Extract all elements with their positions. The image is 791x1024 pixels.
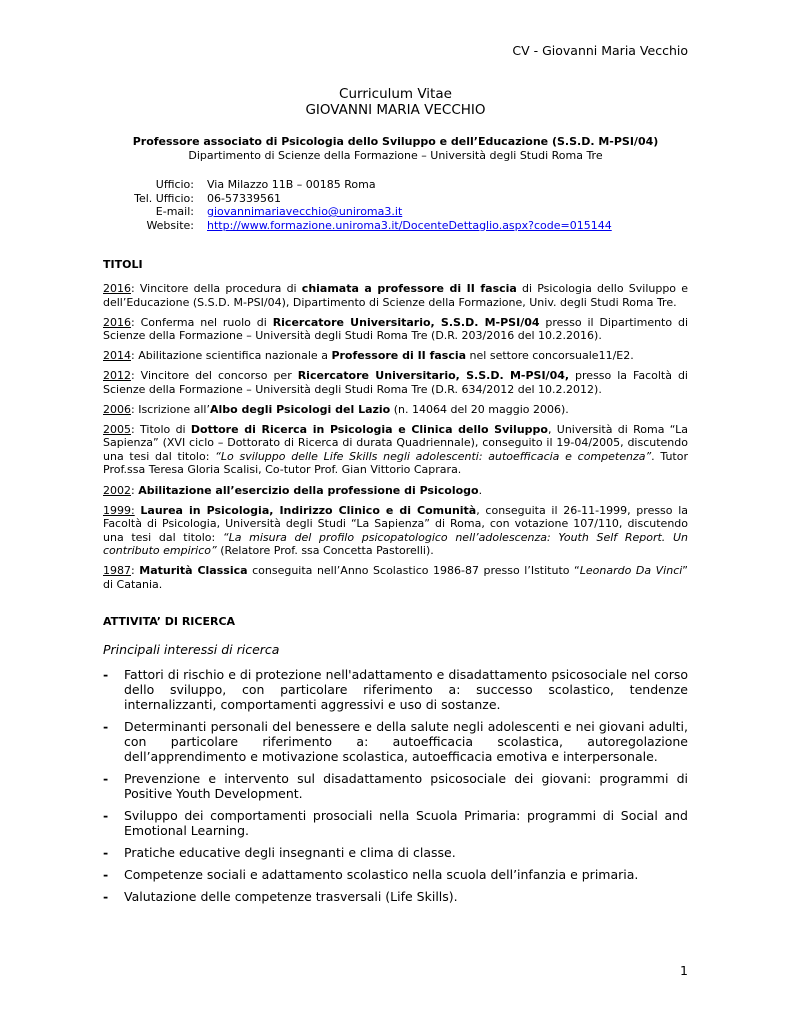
bullet-marker: - xyxy=(103,889,109,904)
research-interest-text: Determinanti personali del benessere e della salute negli adolescenti e nei giovani adulti, con particolare riferimento a: autoefficacia scolastica, autoregolazione dell’apprendimento e motivazione scolastica, autoefficacia emotiva e interpersonale. xyxy=(124,719,688,764)
contact-value: Via Milazzo 11B – 00185 Roma xyxy=(207,178,376,191)
contact-value: 06-57339561 xyxy=(207,191,281,205)
entry-year: 2014 xyxy=(103,349,131,363)
academic-role: Professore associato di Psicologia dello Sviluppo e dell’Educazione (S.S.D. M-PSI/04) xyxy=(132,135,659,148)
titoli-entry xyxy=(103,316,688,343)
research-subheading: Principali interessi di ricerca xyxy=(103,642,280,657)
research-interest-text: Pratiche educative degli insegnanti e clima di classe. xyxy=(124,845,456,860)
research-interest-text: Sviluppo dei comportamenti prosociali nella Scuola Primaria: programmi di Social and Emotional Learning. xyxy=(124,808,688,838)
contact-info xyxy=(100,178,612,232)
title-name: GIOVANNI MARIA VECCHIO xyxy=(305,102,486,118)
bullet-marker: - xyxy=(103,719,109,734)
contact-row-office xyxy=(100,178,612,192)
entry-highlight: Abilitazione all’esercizio della professione di Psicologo xyxy=(138,483,479,497)
research-interest-text: Valutazione delle competenze trasversali (Life Skills). xyxy=(124,889,458,904)
contact-row-website xyxy=(100,219,612,233)
research-interest-item xyxy=(103,808,688,838)
entry-text: presso il Dipartimento di Scienze della Formazione – Università degli Studi Roma Tre (D.R. 203/2016 del 10.2.2016). xyxy=(103,315,689,343)
research-interest-text: Prevenzione e intervento sul disadattamento psicosociale dei giovani: programmi di Positive Youth Development. xyxy=(124,771,688,801)
entry-year: 1987 xyxy=(103,564,131,578)
entry-highlight: Ricercatore Universitario, S.S.D. M-PSI/04, xyxy=(297,369,570,383)
entry-text: conseguita nell’Anno Scolastico 1986-87 presso l’Istituto “ xyxy=(247,564,580,578)
website-link[interactable]: http://www.formazione.uniroma3.it/DocenteDettaglio.aspx?code=015144 xyxy=(207,218,612,232)
titoli-entry xyxy=(103,369,688,396)
entry-italic-title: “La misura del profilo psicopatologico nell’adolescenza: Youth Self Report. Un contributo empirico” xyxy=(103,530,688,558)
contact-label: Ufficio: xyxy=(155,178,194,191)
email-link[interactable]: giovannimariavecchio@uniroma3.it xyxy=(207,205,403,218)
entry-highlight: Maturità Classica xyxy=(139,564,248,578)
research-interest-item xyxy=(103,889,688,904)
entry-highlight: Dottore di Ricerca in Psicologia e Clinica dello Sviluppo xyxy=(190,422,548,436)
department: Dipartimento di Scienze della Formazione – Università degli Studi Roma Tre xyxy=(188,149,603,162)
entry-text: : xyxy=(131,564,140,578)
contact-row-phone xyxy=(100,192,612,206)
bullet-marker: - xyxy=(103,771,109,786)
contact-label: E-mail: xyxy=(155,205,194,218)
entry-text: : Titolo di xyxy=(131,422,191,436)
titoli-list xyxy=(103,282,688,598)
entry-year: 1999: xyxy=(103,503,135,517)
entry-highlight: Professore di II fascia xyxy=(331,349,467,363)
titoli-entry xyxy=(103,423,688,477)
entry-text: (n. 14064 del 20 maggio 2006). xyxy=(390,402,569,416)
titoli-entry xyxy=(103,564,688,591)
entry-text: , Università di Roma “La Sapienza” (XVI ciclo – Dottorato di Ricerca di durata Quadriennale), conseguito il 19-04/2005, discutendo una tesi dal titolo: xyxy=(103,422,688,463)
entry-year: 2006 xyxy=(103,402,131,416)
title-line-1: Curriculum Vitae xyxy=(339,86,452,102)
entry-text: : Iscrizione all’ xyxy=(131,402,210,416)
bullet-marker: - xyxy=(103,667,109,682)
titoli-entry xyxy=(103,282,688,309)
document-title xyxy=(0,86,791,118)
entry-text: : xyxy=(131,483,139,497)
entry-text: , conseguita il 26-11-1999, presso la Facoltà di Psicologia, Università degli Studi “La Sapienza” di Roma, con votazione 107/110, discutendo una tesi dal titolo: xyxy=(103,503,689,544)
entry-highlight: chiamata a professore di II fascia xyxy=(301,282,517,295)
entry-text: (Relatore Prof. ssa Concetta Pastorelli). xyxy=(216,544,434,558)
section-heading-titoli: TITOLI xyxy=(103,258,143,271)
entry-italic-title: “Lo sviluppo delle Life Skills negli adolescenti: autoefficacia e competenza” xyxy=(215,449,652,463)
entry-text: : Vincitore del concorso per xyxy=(131,369,298,383)
entry-text: : Conferma nel ruolo di xyxy=(131,315,273,329)
contact-label: Tel. Ufficio: xyxy=(134,191,194,205)
bullet-marker: - xyxy=(103,867,109,882)
research-interest-item xyxy=(103,867,688,882)
entry-year: 2012 xyxy=(103,369,131,383)
entry-text: : Abilitazione scientifica nazionale a xyxy=(131,349,332,363)
entry-year: 2016 xyxy=(103,282,131,295)
entry-italic-title: Leonardo Da Vinci xyxy=(579,564,683,578)
bullet-marker: - xyxy=(103,808,109,823)
bullet-marker: - xyxy=(103,845,109,860)
entry-text: ” di Catania. xyxy=(103,564,688,591)
research-interests-list xyxy=(103,667,688,911)
page-number: 1 xyxy=(680,963,688,978)
research-interest-item xyxy=(103,719,688,764)
entry-highlight: Laurea in Psicologia, Indirizzo Clinico e di Comunità xyxy=(140,503,477,517)
contact-row-email xyxy=(100,205,612,219)
research-interest-text: Competenze sociali e adattamento scolastico nella scuola dell’infanzia e primaria. xyxy=(124,867,639,882)
research-interest-item xyxy=(103,667,688,712)
titoli-entry xyxy=(103,349,688,363)
entry-year: 2005 xyxy=(103,422,131,436)
running-header: CV - Giovanni Maria Vecchio xyxy=(512,43,688,58)
entry-text: . xyxy=(478,483,483,497)
entry-text: di Psicologia dello Sviluppo e dell’Educazione (S.S.D. M-PSI/04), Dipartimento di Scienze della Formazione, Univ. degli Studi Roma Tre. xyxy=(103,282,688,309)
research-interest-item xyxy=(103,771,688,801)
position-block xyxy=(0,135,791,163)
entry-text: nel settore concorsuale11/E2. xyxy=(466,349,634,363)
research-interest-item xyxy=(103,845,688,860)
entry-text: . Tutor Prof.ssa Teresa Gloria Scalisi, Co-tutor Prof. Gian Vittorio Caprara. xyxy=(103,449,688,477)
entry-text: : Vincitore della procedura di xyxy=(131,282,302,295)
entry-year: 2002 xyxy=(103,483,131,497)
contact-label: Website: xyxy=(146,218,194,232)
entry-highlight: Ricercatore Universitario, S.S.D. M-PSI/04 xyxy=(272,315,540,329)
entry-text: presso la Facoltà di Scienze della Formazione – Università degli Studi Roma Tre (D.R. 634/2012 del 10.2.2012). xyxy=(103,369,688,396)
research-interest-text: Fattori di rischio e di protezione nell'adattamento e disadattamento psicosociale nel corso dello sviluppo, con particolare riferimento a: successo scolastico, tendenze internalizzanti, comportamenti aggressivi e uso di sostanze. xyxy=(124,667,688,712)
entry-year: 2016 xyxy=(103,315,131,329)
titoli-entry xyxy=(103,403,688,417)
titoli-entry xyxy=(103,504,688,558)
titoli-entry xyxy=(103,484,688,498)
entry-highlight: Albo degli Psicologi del Lazio xyxy=(209,402,391,416)
section-heading-ricerca: ATTIVITA’ DI RICERCA xyxy=(103,615,236,628)
